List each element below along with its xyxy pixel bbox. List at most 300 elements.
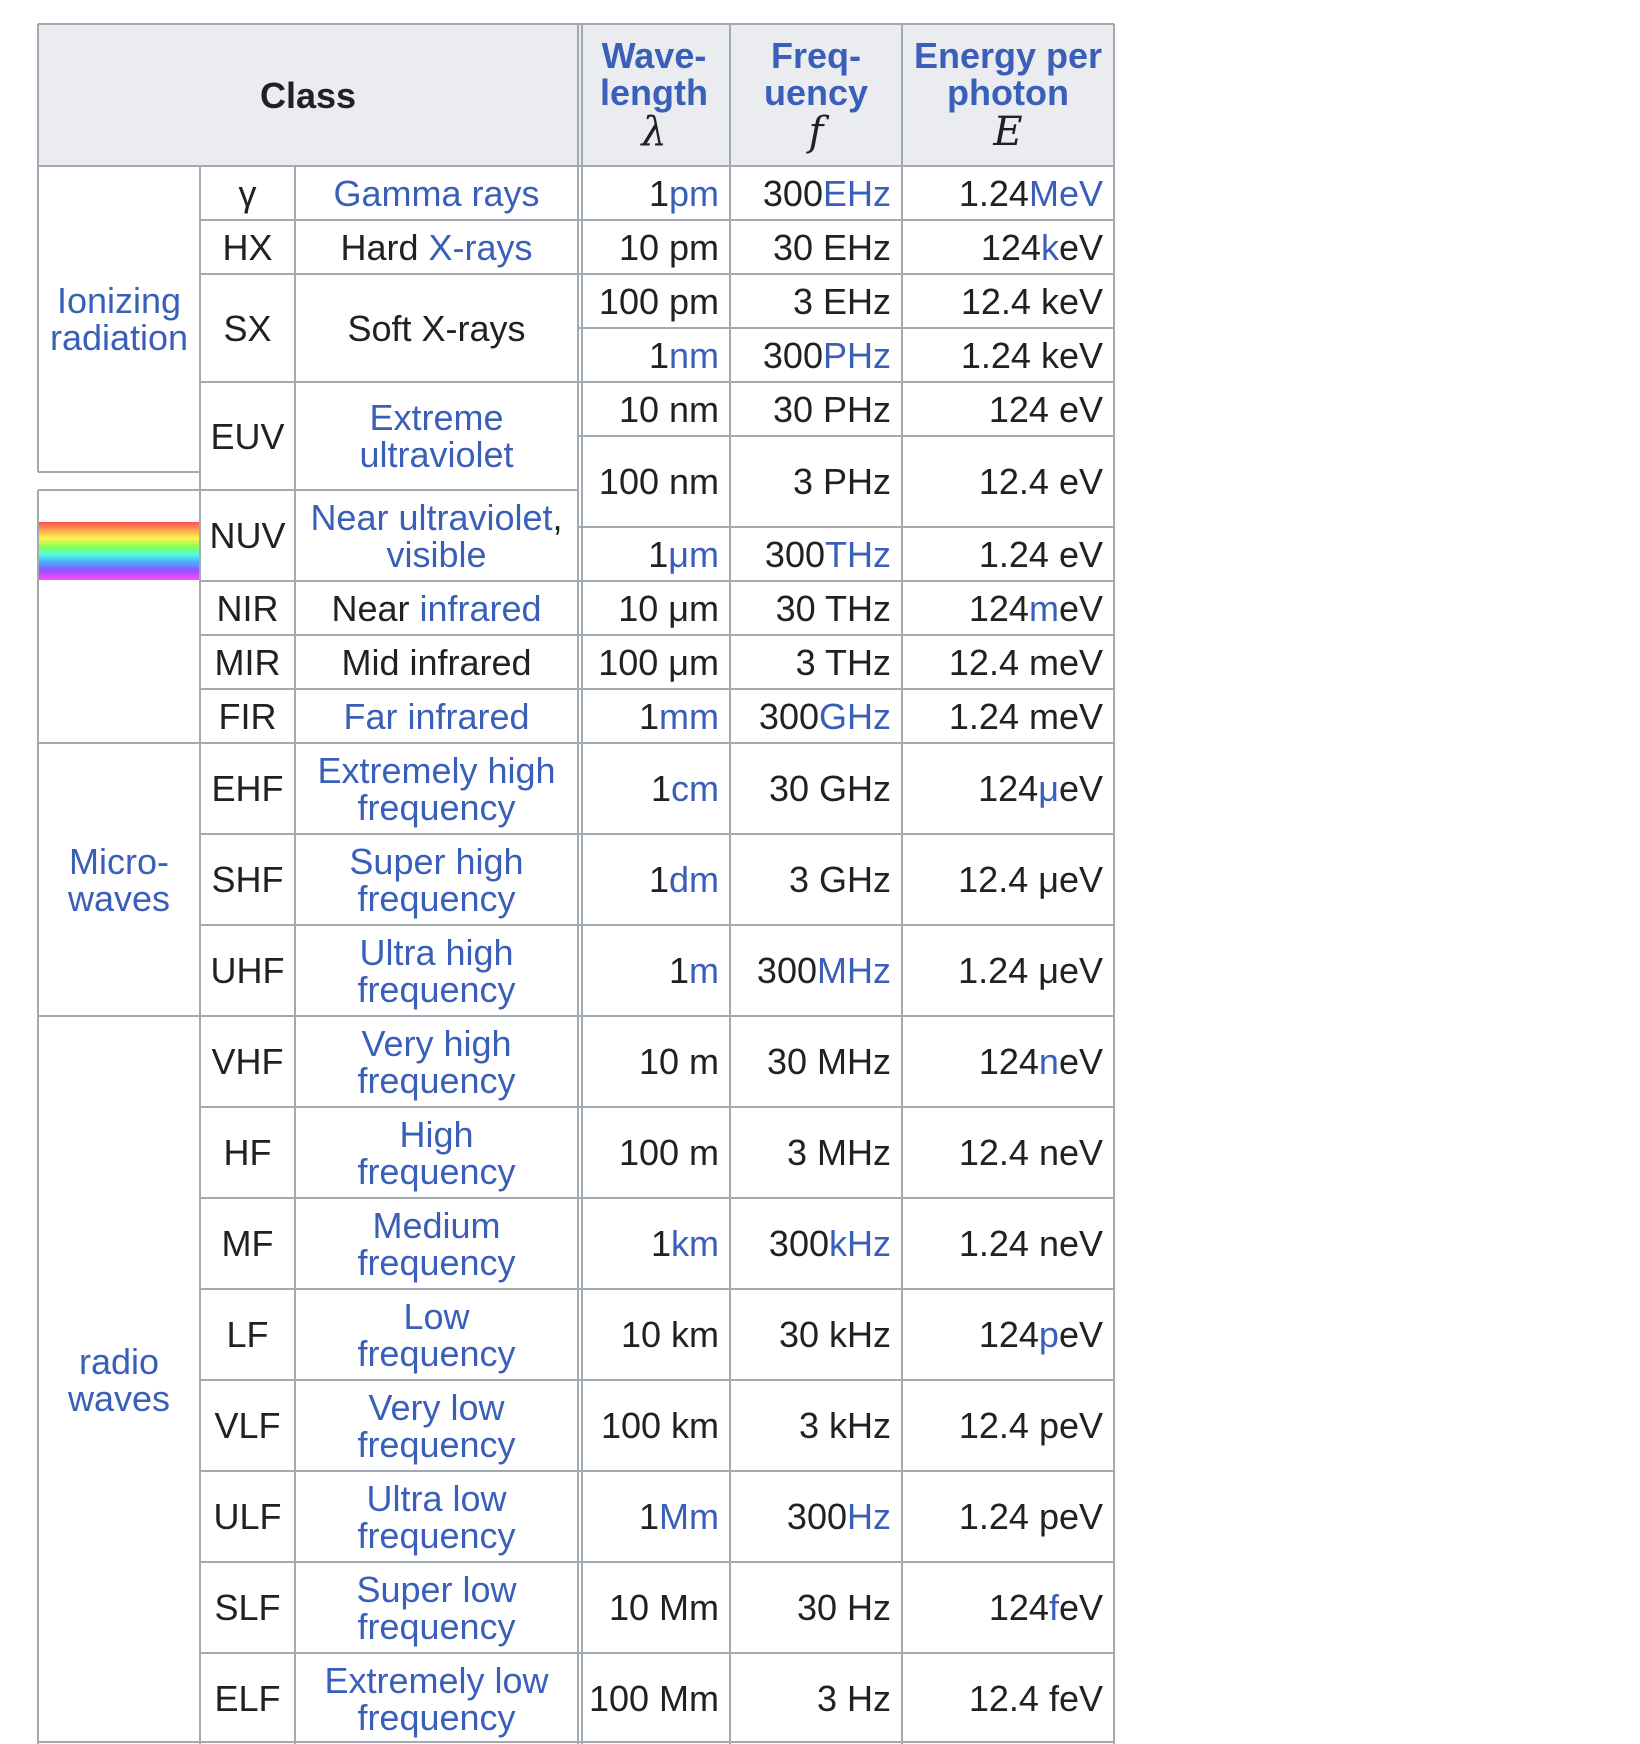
grid-line bbox=[578, 833, 1114, 835]
band-name-line bbox=[341, 641, 532, 683]
grid-line bbox=[200, 833, 578, 835]
band-name-line bbox=[359, 931, 514, 973]
group-label-line[interactable]: radiation bbox=[49, 317, 189, 358]
grid-line bbox=[200, 489, 578, 491]
band-name-link[interactable]: frequency bbox=[357, 968, 516, 1010]
energy-value bbox=[902, 436, 1114, 527]
band-abbr: EUV bbox=[210, 415, 285, 457]
group-label-line[interactable]: waves bbox=[67, 1378, 171, 1419]
grid-line bbox=[578, 742, 1114, 744]
energy-value bbox=[902, 834, 1114, 925]
wavelength-value-unit-link[interactable]: dm bbox=[668, 859, 719, 900]
band-name-line bbox=[317, 749, 556, 791]
frequency-value-unit-link[interactable]: Hz bbox=[847, 1496, 891, 1537]
frequency-value bbox=[730, 1562, 902, 1653]
energy-value bbox=[902, 1289, 1114, 1380]
band-abbr: HX bbox=[222, 226, 273, 268]
band-name bbox=[295, 382, 578, 490]
band-name-link[interactable]: Extremely low bbox=[324, 1659, 549, 1701]
grid-line bbox=[200, 742, 578, 744]
wavelength-value-unit-link[interactable]: Mm bbox=[659, 1496, 719, 1537]
band-name bbox=[295, 925, 578, 1016]
wavelength-value bbox=[578, 436, 730, 527]
band-abbr: EHF bbox=[211, 768, 284, 809]
wavelength-value-text: 1 bbox=[648, 172, 669, 214]
band-name bbox=[295, 166, 578, 220]
energy-value-text: 12.4 eV bbox=[978, 461, 1103, 502]
band-abbr: LF bbox=[226, 1314, 269, 1355]
band-abbr: HF bbox=[223, 1132, 272, 1173]
wavelength-value-text: 1 bbox=[648, 533, 669, 575]
frequency-value bbox=[730, 581, 902, 635]
grid-line bbox=[578, 1652, 1114, 1654]
frequency-value-text: 3 EHz bbox=[792, 280, 891, 322]
wavelength-header-line2[interactable]: length bbox=[600, 72, 708, 113]
wavelength-value-text: 1 bbox=[648, 334, 669, 376]
wavelength-value-unit-link[interactable]: m bbox=[689, 950, 719, 991]
band-name bbox=[295, 1471, 578, 1562]
class-header bbox=[38, 24, 578, 166]
band-abbr: VLF bbox=[214, 1405, 281, 1446]
band-name-line bbox=[357, 1332, 516, 1374]
grid-line bbox=[200, 1197, 578, 1199]
band-name-line bbox=[359, 436, 513, 473]
band-name bbox=[295, 635, 578, 689]
band-abbr: NUV bbox=[209, 515, 286, 556]
frequency-value-text: 30 THz bbox=[775, 587, 891, 629]
grid-line bbox=[578, 924, 1114, 926]
energy-value-text: 12.4 keV bbox=[960, 280, 1103, 322]
group-label-line[interactable]: Micro- bbox=[69, 840, 169, 882]
energy-value bbox=[902, 220, 1114, 274]
band-name-text: Mid infrared bbox=[341, 641, 532, 683]
wavelength-value bbox=[578, 635, 730, 689]
frequency-value bbox=[730, 834, 902, 925]
band-abbr: ELF bbox=[214, 1678, 281, 1719]
band-abbr: VHF bbox=[211, 1041, 284, 1082]
frequency-value bbox=[730, 1016, 902, 1107]
grid-line bbox=[578, 435, 1114, 437]
band-name-line bbox=[349, 840, 524, 882]
energy-header-line1[interactable]: Energy per bbox=[913, 35, 1103, 76]
energy-value-text: eV bbox=[1058, 1587, 1103, 1628]
energy-value-text: 124 bbox=[988, 1587, 1049, 1628]
band-name-line bbox=[357, 1696, 516, 1738]
frequency-value-text: 3 MHz bbox=[786, 1132, 891, 1173]
band-name-link[interactable]: frequency bbox=[357, 1605, 516, 1647]
wavelength-value bbox=[578, 166, 730, 220]
energy-value-unit-link[interactable]: n bbox=[1038, 1041, 1059, 1082]
energy-value-text: eV bbox=[1058, 1041, 1103, 1082]
visible-spectrum-swatch bbox=[38, 522, 200, 580]
energy-value-text: 124 bbox=[968, 587, 1029, 629]
wavelength-value bbox=[578, 689, 730, 743]
wavelength-value-text: 1 bbox=[648, 859, 669, 900]
frequency-value-text: 3 GHz bbox=[788, 859, 891, 900]
wavelength-value-text: 10 km bbox=[620, 1314, 719, 1355]
energy-header-line2[interactable]: photon bbox=[947, 72, 1069, 113]
frequency-value-text: 300 bbox=[758, 695, 819, 737]
frequency-value-text: 3 kHz bbox=[798, 1405, 891, 1446]
grid-line bbox=[578, 634, 1114, 636]
grid-line bbox=[578, 1470, 1114, 1472]
band-name-link[interactable]: Medium bbox=[372, 1204, 501, 1246]
wavelength-value-unit-link[interactable]: cm bbox=[671, 768, 719, 809]
frequency-value bbox=[730, 743, 902, 834]
band-name-link[interactable]: Low bbox=[403, 1295, 470, 1337]
band-name-line bbox=[357, 1423, 516, 1465]
wavelength-value bbox=[578, 382, 730, 436]
band-name-text: Near bbox=[331, 587, 420, 629]
wavelength-value-text: 100 μm bbox=[598, 641, 719, 683]
frequency-value bbox=[730, 689, 902, 743]
energy-value-text: 12.4 μeV bbox=[958, 859, 1103, 900]
wavelength-value-text: 1 bbox=[668, 950, 689, 991]
band-name-link[interactable]: X-rays bbox=[428, 226, 533, 268]
group-label-line[interactable]: radio bbox=[78, 1341, 160, 1382]
wavelength-value bbox=[578, 274, 730, 328]
wavelength-value bbox=[578, 1289, 730, 1380]
band-name-line bbox=[357, 1150, 516, 1192]
band-name-line bbox=[347, 307, 526, 349]
wavelength-value bbox=[578, 1380, 730, 1471]
grid-line bbox=[38, 471, 200, 473]
frequency-value-text: 30 EHz bbox=[772, 226, 891, 268]
grid-line bbox=[578, 219, 1114, 221]
wavelength-value-text: 1 bbox=[638, 695, 660, 737]
wavelength-value-text: 10 nm bbox=[618, 388, 719, 430]
grid-line bbox=[901, 24, 903, 1744]
frequency-value bbox=[730, 328, 902, 382]
energy-value-text: 1.24 bbox=[958, 172, 1029, 214]
energy-value-text: eV bbox=[1058, 1314, 1103, 1355]
frequency-value-unit-link[interactable]: EHz bbox=[822, 172, 891, 214]
frequency-value-unit-link[interactable]: MHz bbox=[817, 950, 891, 991]
grid-line bbox=[200, 580, 578, 582]
wavelength-header bbox=[578, 24, 730, 166]
wavelength-value-unit-link[interactable]: mm bbox=[659, 695, 719, 737]
frequency-value-unit-link[interactable]: PHz bbox=[822, 334, 891, 376]
energy-value-text: 124 bbox=[978, 1041, 1039, 1082]
band-name bbox=[295, 689, 578, 743]
band-name-line bbox=[366, 1477, 507, 1519]
frequency-value bbox=[730, 1198, 902, 1289]
wavelength-value-unit-link[interactable]: nm bbox=[668, 334, 719, 376]
grid-line bbox=[578, 1561, 1114, 1563]
energy-value-text: 124 eV bbox=[988, 388, 1103, 430]
band-name-link[interactable]: frequency bbox=[357, 1696, 516, 1738]
energy-value-text: 1.24 keV bbox=[960, 334, 1103, 376]
band-name-link[interactable]: frequency bbox=[357, 786, 516, 828]
frequency-value bbox=[730, 1380, 902, 1471]
energy-header bbox=[902, 24, 1114, 166]
grid-line bbox=[200, 1015, 578, 1017]
grid-line bbox=[578, 381, 1114, 383]
energy-value-text: eV bbox=[1058, 226, 1103, 268]
band-name-line bbox=[357, 1241, 516, 1283]
frequency-header bbox=[730, 24, 902, 166]
wavelength-value bbox=[578, 527, 730, 581]
wavelength-value-text: 100 km bbox=[600, 1405, 719, 1446]
energy-value bbox=[902, 527, 1114, 581]
grid-line bbox=[578, 580, 1114, 582]
frequency-value-text: 300 bbox=[764, 533, 825, 575]
grid-line bbox=[200, 1379, 578, 1381]
energy-value bbox=[902, 581, 1114, 635]
frequency-header-line1[interactable]: Freq- bbox=[771, 35, 861, 76]
frequency-value bbox=[730, 925, 902, 1016]
grid-line bbox=[578, 526, 1114, 528]
band-abbr: NIR bbox=[216, 587, 279, 629]
grid-line bbox=[200, 381, 578, 383]
band-abbr: SHF bbox=[211, 859, 284, 900]
energy-value bbox=[902, 1471, 1114, 1562]
wavelength-value bbox=[578, 1562, 730, 1653]
band-name-link[interactable]: frequency bbox=[357, 1332, 516, 1374]
band-name bbox=[295, 1107, 578, 1198]
band-name bbox=[295, 1562, 578, 1653]
band-name-link[interactable]: frequency bbox=[357, 1514, 516, 1556]
wavelength-value-text: 10 pm bbox=[618, 226, 719, 268]
band-name-line bbox=[372, 1204, 501, 1246]
frequency-value bbox=[730, 635, 902, 689]
energy-value bbox=[902, 925, 1114, 1016]
energy-value bbox=[902, 635, 1114, 689]
wavelength-value bbox=[578, 743, 730, 834]
wavelength-header-line1[interactable]: Wave- bbox=[601, 35, 707, 76]
band-name bbox=[295, 274, 578, 382]
band-name-line bbox=[403, 1295, 470, 1337]
band-name-link[interactable]: Very low bbox=[368, 1386, 505, 1428]
wavelength-value-text: 1 bbox=[650, 1223, 671, 1264]
grid-line bbox=[38, 742, 200, 744]
band-name-link[interactable]: Near ultraviolet bbox=[310, 496, 553, 538]
band-name-line bbox=[369, 399, 503, 436]
wavelength-value bbox=[578, 328, 730, 382]
group-cell bbox=[38, 166, 200, 472]
grid-line bbox=[199, 166, 201, 1744]
wavelength-value bbox=[578, 220, 730, 274]
band-name-line bbox=[357, 968, 516, 1010]
grid-line bbox=[1113, 24, 1115, 1744]
band-name-line bbox=[357, 1514, 516, 1556]
band-name-line bbox=[310, 496, 563, 538]
band-name-text: Hard bbox=[340, 226, 429, 268]
energy-value bbox=[902, 689, 1114, 743]
frequency-value bbox=[730, 1471, 902, 1562]
band-abbr: SX bbox=[223, 307, 272, 349]
wavelength-value-text: 10 Mm bbox=[608, 1587, 719, 1628]
band-name-link[interactable]: visible bbox=[386, 533, 487, 575]
band-name-link[interactable]: frequency bbox=[357, 1423, 516, 1465]
band-abbr: UHF bbox=[210, 950, 285, 991]
wavelength-value bbox=[578, 834, 730, 925]
frequency-value-unit-link[interactable]: THz bbox=[825, 533, 891, 575]
energy-value bbox=[902, 382, 1114, 436]
band-name-link[interactable]: High bbox=[399, 1113, 474, 1155]
grid-line bbox=[38, 489, 200, 491]
frequency-value bbox=[730, 382, 902, 436]
grid-line bbox=[37, 490, 39, 1744]
grid-line bbox=[37, 24, 39, 472]
energy-value-unit-link[interactable]: p bbox=[1038, 1314, 1059, 1355]
frequency-value-text: 300 bbox=[756, 950, 817, 991]
band-name-link[interactable]: Gamma rays bbox=[333, 172, 540, 214]
energy-value-text: eV bbox=[1058, 768, 1103, 809]
class-header-label: Class bbox=[259, 74, 357, 116]
band-name-link[interactable]: Super high bbox=[349, 840, 524, 882]
band-name bbox=[295, 834, 578, 925]
energy-value bbox=[902, 1653, 1114, 1744]
band-name-link[interactable]: Far infrared bbox=[343, 695, 530, 737]
grid-line bbox=[200, 1561, 578, 1563]
grid-line bbox=[729, 24, 731, 1744]
energy-value-unit-link[interactable]: μ bbox=[1038, 768, 1059, 809]
frequency-value-unit-link[interactable]: kHz bbox=[829, 1223, 891, 1264]
grid-line bbox=[578, 273, 1114, 275]
energy-value-text: 124 bbox=[978, 1314, 1039, 1355]
energy-value bbox=[902, 328, 1114, 382]
wavelength-value-text: 100 Mm bbox=[588, 1678, 719, 1719]
energy-value-text: 124 bbox=[980, 226, 1041, 268]
band-name-link[interactable]: infrared bbox=[419, 587, 542, 629]
frequency-value-text: 3 Hz bbox=[816, 1678, 891, 1719]
energy-value bbox=[902, 274, 1114, 328]
grid-line bbox=[200, 219, 578, 221]
band-name bbox=[295, 1380, 578, 1471]
grid-line bbox=[578, 1379, 1114, 1381]
energy-symbol: E bbox=[993, 109, 1023, 155]
band-name-line bbox=[399, 1113, 474, 1155]
grid-line bbox=[38, 1015, 200, 1017]
band-name-link[interactable]: Very high bbox=[361, 1022, 512, 1064]
band-name-link[interactable]: Ultra high bbox=[359, 931, 514, 973]
grid-line bbox=[200, 1470, 578, 1472]
band-name bbox=[295, 1016, 578, 1107]
frequency-value-text: 30 Hz bbox=[796, 1587, 891, 1628]
frequency-value-text: 30 PHz bbox=[772, 388, 891, 430]
wavelength-value-text: 1 bbox=[638, 1496, 660, 1537]
band-name-link[interactable]: Extreme bbox=[369, 397, 504, 438]
wavelength-value-text: 100 nm bbox=[598, 461, 719, 502]
wavelength-value-unit-link[interactable]: μm bbox=[668, 533, 719, 575]
energy-value-unit-link[interactable]: MeV bbox=[1028, 172, 1103, 214]
band-name-text: , bbox=[552, 496, 563, 538]
frequency-value-text: 300 bbox=[762, 172, 823, 214]
frequency-value-unit-link[interactable]: GHz bbox=[819, 695, 891, 737]
energy-value-text: 12.4 feV bbox=[968, 1678, 1103, 1719]
band-name-line bbox=[324, 1659, 549, 1701]
band-name-link[interactable]: Extremely high bbox=[317, 749, 556, 791]
wavelength-value bbox=[578, 1653, 730, 1744]
frequency-value-text: 300 bbox=[768, 1223, 829, 1264]
grid-line bbox=[38, 23, 1114, 25]
frequency-value-text: 300 bbox=[762, 334, 823, 376]
band-name-line bbox=[386, 533, 487, 575]
band-name-link[interactable]: frequency bbox=[357, 877, 516, 919]
frequency-value bbox=[730, 436, 902, 527]
band-name bbox=[295, 581, 578, 635]
grid-line bbox=[578, 1197, 1114, 1199]
wavelength-value-text: 100 m bbox=[618, 1132, 719, 1173]
energy-value-text: 1.24 neV bbox=[958, 1223, 1103, 1264]
energy-value bbox=[902, 1562, 1114, 1653]
band-name bbox=[295, 1653, 578, 1744]
band-name-line bbox=[357, 1605, 516, 1647]
grid-line bbox=[200, 1288, 578, 1290]
frequency-value-text: 30 kHz bbox=[778, 1314, 891, 1355]
wavelength-value bbox=[578, 1107, 730, 1198]
wavelength-value-unit-link[interactable]: km bbox=[671, 1223, 719, 1264]
band-abbr: ULF bbox=[213, 1496, 282, 1537]
band-name-line bbox=[357, 877, 516, 919]
frequency-symbol: f bbox=[808, 109, 824, 155]
grid-line bbox=[577, 24, 579, 1744]
band-name-link[interactable]: frequency bbox=[357, 1241, 516, 1283]
band-name-link[interactable]: frequency bbox=[357, 1059, 516, 1101]
energy-value-text: 1.24 eV bbox=[978, 533, 1103, 575]
band-abbr: MF bbox=[221, 1223, 274, 1264]
wavelength-value bbox=[578, 1016, 730, 1107]
group-label-line[interactable]: waves bbox=[67, 877, 171, 919]
grid-line bbox=[294, 166, 296, 1744]
grid-line bbox=[200, 273, 578, 275]
energy-value-text: 1.24 meV bbox=[948, 695, 1103, 737]
band-abbr: SLF bbox=[214, 1587, 281, 1628]
energy-value-text: 124 bbox=[978, 768, 1039, 809]
energy-value-text: 1.24 peV bbox=[958, 1496, 1103, 1537]
group-cell bbox=[38, 1016, 200, 1744]
group-label-line[interactable]: Ionizing bbox=[56, 280, 182, 321]
energy-value bbox=[902, 1198, 1114, 1289]
band-name-link[interactable]: Super low bbox=[356, 1568, 517, 1610]
band-name-link[interactable]: frequency bbox=[357, 1150, 516, 1192]
energy-value bbox=[902, 1380, 1114, 1471]
energy-value-unit-link[interactable]: f bbox=[1048, 1587, 1059, 1628]
group-cell bbox=[38, 743, 200, 1016]
band-name bbox=[295, 1198, 578, 1289]
energy-value bbox=[902, 1107, 1114, 1198]
energy-value-unit-link[interactable]: k bbox=[1040, 226, 1059, 268]
frequency-header-line2[interactable]: uency bbox=[763, 72, 869, 113]
band-name-line bbox=[333, 172, 540, 214]
grid-line bbox=[200, 1106, 578, 1108]
wavelength-value bbox=[578, 925, 730, 1016]
band-abbr: MIR bbox=[214, 641, 281, 683]
frequency-value-text: 30 MHz bbox=[766, 1041, 891, 1082]
frequency-value bbox=[730, 274, 902, 328]
band-name bbox=[295, 220, 578, 274]
band-name-line bbox=[368, 1386, 505, 1428]
wavelength-value-text: 100 pm bbox=[598, 280, 719, 322]
grid-line bbox=[578, 327, 1114, 329]
grid-line bbox=[200, 924, 578, 926]
wavelength-symbol: λ bbox=[641, 109, 667, 155]
frequency-value-text: 3 THz bbox=[795, 641, 891, 683]
grid-line bbox=[200, 688, 578, 690]
band-name-link[interactable]: Ultra low bbox=[366, 1477, 507, 1519]
wavelength-value-text: 10 m bbox=[638, 1041, 719, 1082]
wavelength-value bbox=[578, 581, 730, 635]
energy-value-unit-link[interactable]: m bbox=[1028, 587, 1059, 629]
wavelength-value-text: 10 μm bbox=[618, 587, 719, 629]
grid-line bbox=[200, 634, 578, 636]
energy-value bbox=[902, 166, 1114, 220]
band-name-link[interactable]: ultraviolet bbox=[359, 434, 514, 475]
wavelength-value-unit-link[interactable]: pm bbox=[668, 172, 719, 214]
band-name-line bbox=[343, 695, 530, 737]
band-name bbox=[295, 490, 578, 581]
